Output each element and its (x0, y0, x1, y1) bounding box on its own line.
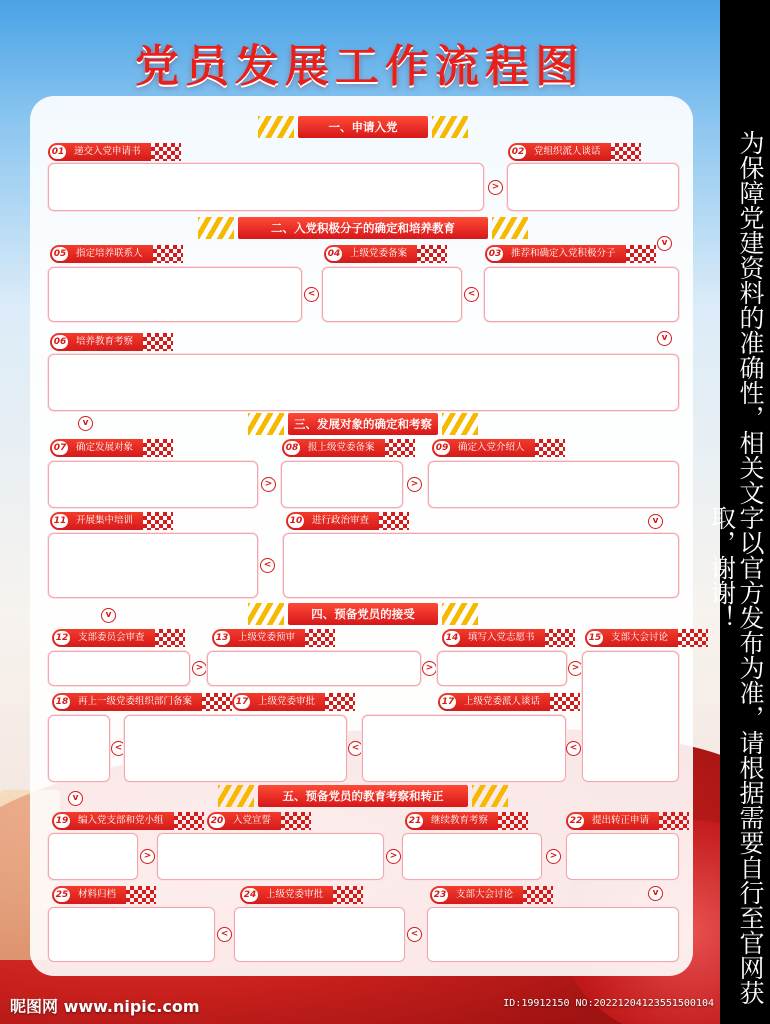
step-box (507, 163, 679, 211)
step-tag: 07 确定发展对象 (50, 439, 143, 457)
chevron-right-icon: > (140, 849, 155, 864)
chevron-left-icon: < (111, 741, 126, 756)
checker-flag-icon (333, 886, 363, 904)
step-box (362, 715, 566, 782)
section-header-3: 三、发展对象的确定和考察 (248, 413, 478, 435)
checker-flag-icon (379, 512, 409, 530)
chevron-down-icon: v (648, 886, 663, 901)
step-box (402, 833, 542, 880)
step-box (48, 715, 110, 782)
step-tag: 17 上级党委审批 (232, 693, 325, 711)
step-tag: 18 再上一级党委组织部门备案 (52, 693, 202, 711)
step-tag: 13 上级党委预审 (212, 629, 305, 647)
checker-flag-icon (153, 245, 183, 263)
chevron-down-icon: v (68, 791, 83, 806)
step-box (157, 833, 384, 880)
page-title: 党员发展工作流程图 (135, 41, 585, 92)
step-tag: 08 报上级党委备案 (282, 439, 385, 457)
step-box (124, 715, 347, 782)
step-box (48, 461, 258, 508)
section-header-4: 四、预备党员的接受 (248, 603, 478, 625)
chevron-left-icon: < (407, 927, 422, 942)
step-box (207, 651, 421, 686)
checker-flag-icon (523, 886, 553, 904)
checker-flag-icon (417, 245, 447, 263)
chevron-left-icon: < (217, 927, 232, 942)
step-box (437, 651, 567, 686)
step-tag: 22 提出转正申请 (566, 812, 659, 830)
step-box (283, 533, 679, 598)
chevron-right-icon: > (422, 661, 437, 676)
step-tag: 05 指定培养联系人 (50, 245, 153, 263)
checker-flag-icon (611, 143, 641, 161)
step-tag: 15 支部大会讨论 (585, 629, 678, 647)
checker-flag-icon (550, 693, 580, 711)
step-tag: 21 继续教育考察 (405, 812, 498, 830)
checker-flag-icon (385, 439, 415, 457)
chevron-right-icon: > (192, 661, 207, 676)
chevron-down-icon: v (78, 416, 93, 431)
step-box (234, 907, 405, 962)
step-tag: 17 上级党委派人谈话 (438, 693, 550, 711)
step-tag: 06 培养教育考察 (50, 333, 143, 351)
checker-flag-icon (126, 886, 156, 904)
step-box (484, 267, 679, 322)
checker-flag-icon (202, 693, 232, 711)
checker-flag-icon (143, 512, 173, 530)
step-tag: 03 推荐和确定入党积极分子 (485, 245, 626, 263)
step-box (48, 163, 484, 211)
checker-flag-icon (626, 245, 656, 263)
step-tag: 20 入党宣誓 (207, 812, 281, 830)
chevron-down-icon: v (657, 331, 672, 346)
step-box (48, 651, 190, 686)
chevron-left-icon: < (348, 741, 363, 756)
step-box (48, 354, 679, 411)
section-header-2: 二、入党积极分子的确定和培养教育 (198, 217, 528, 239)
checker-flag-icon (281, 812, 311, 830)
chevron-right-icon: > (568, 661, 583, 676)
step-tag: 23 支部大会讨论 (430, 886, 523, 904)
step-tag: 10 进行政治审查 (286, 512, 379, 530)
watermark: 昵图网 www.nipic.com (10, 997, 200, 1016)
checker-flag-icon (174, 812, 204, 830)
step-box (48, 907, 215, 962)
checker-flag-icon (545, 629, 575, 647)
chevron-left-icon: < (304, 287, 319, 302)
chevron-left-icon: < (260, 558, 275, 573)
checker-flag-icon (155, 629, 185, 647)
step-box (427, 907, 679, 962)
step-tag: 14 填写入党志愿书 (442, 629, 545, 647)
checker-flag-icon (305, 629, 335, 647)
step-tag: 25 材料归档 (52, 886, 126, 904)
chevron-right-icon: > (261, 477, 276, 492)
checker-flag-icon (498, 812, 528, 830)
section-header-5: 五、预备党员的教育考察和转正 (218, 785, 508, 807)
step-box (48, 533, 258, 598)
step-tag: 04 上级党委备案 (324, 245, 417, 263)
step-tag: 02 党组织派人谈话 (508, 143, 611, 161)
step-box (48, 833, 138, 880)
chevron-right-icon: > (546, 849, 561, 864)
checker-flag-icon (535, 439, 565, 457)
checker-flag-icon (659, 812, 689, 830)
step-tag: 09 确定入党介绍人 (432, 439, 535, 457)
step-tag: 11 开展集中培训 (50, 512, 143, 530)
step-box (281, 461, 403, 508)
checker-flag-icon (325, 693, 355, 711)
chevron-down-icon: v (101, 608, 116, 623)
chevron-right-icon: > (407, 477, 422, 492)
step-tag: 12 支部委员会审查 (52, 629, 155, 647)
side-note: 为保障党建资料的准确性，相关文字以官方发布为准，请根据需要自行至官网获取，谢谢！ (707, 129, 765, 1005)
checker-flag-icon (151, 143, 181, 161)
chevron-down-icon: v (648, 514, 663, 529)
chevron-right-icon: > (488, 180, 503, 195)
step-box (48, 267, 302, 322)
step-tag: 24 上级党委审批 (240, 886, 333, 904)
checker-flag-icon (143, 439, 173, 457)
step-tag: 01 递交入党申请书 (48, 143, 151, 161)
step-box (566, 833, 679, 880)
chevron-left-icon: < (464, 287, 479, 302)
section-header-1: 一、申请入党 (258, 116, 468, 138)
checker-flag-icon (143, 333, 173, 351)
step-box (582, 651, 679, 782)
checker-flag-icon (678, 629, 708, 647)
step-tag: 19 编入党支部和党小组 (52, 812, 174, 830)
chevron-right-icon: > (386, 849, 401, 864)
step-box (428, 461, 679, 508)
image-id-text: ID:19912150 NO:20221204123551500104 (503, 998, 714, 1009)
chevron-left-icon: < (566, 741, 581, 756)
step-box (322, 267, 462, 322)
chevron-down-icon: v (657, 236, 672, 251)
